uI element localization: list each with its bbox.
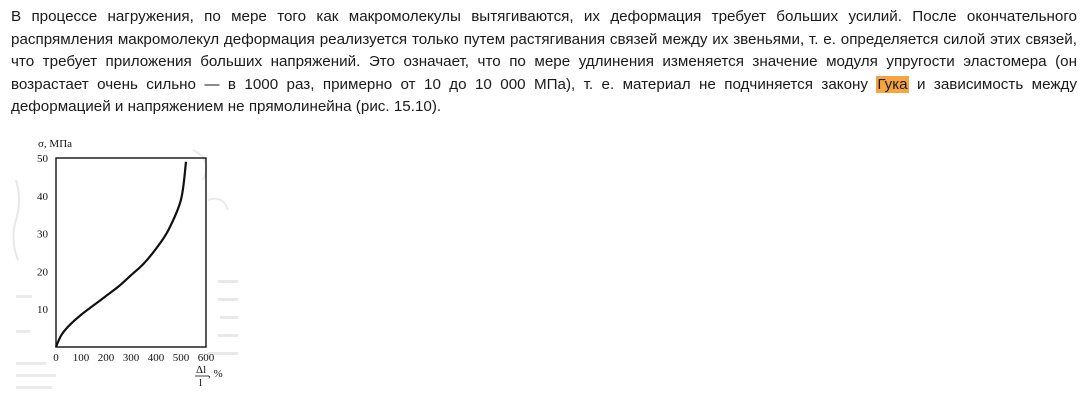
x-axis-label	[195, 364, 223, 389]
x-label-denominator: l	[199, 377, 203, 389]
article-paragraph	[11, 6, 1077, 119]
y-axis-label: σ, МПа	[38, 138, 73, 150]
y-tick-label: 50	[37, 153, 48, 165]
x-label-numerator: Δl	[196, 364, 207, 376]
article-text-before: В процессе нагружения, по мере того как макромолекулы вытягиваются, их деформация требует больших усилий. После окончательного распрямления макромолекул деформация реализуется только путем растягивания связей между их звеньями, т. е. определяется силой этих связей, что требует приложения больших напряжений. Это означает, что по мере удлинения изменяется значение модуля упругости эластомера (он возрастает очень сильно — в 1000 раз, примерно от 10 до 10 000 МПа), т. е. материал не подчиняется закону	[11, 8, 1077, 93]
x-tick-label: 400	[147, 352, 165, 364]
x-label-unit: , %	[208, 368, 223, 380]
y-tick-label: 40	[37, 190, 48, 203]
x-tick-labels	[53, 352, 215, 364]
stress-strain-chart	[8, 130, 240, 395]
y-tick-label: 30	[37, 228, 48, 241]
x-tick-label: 100	[72, 352, 90, 364]
highlighted-term[interactable]: Гука	[877, 75, 908, 93]
x-tick-label: 300	[122, 352, 140, 364]
x-tick-label: 600	[197, 352, 215, 364]
x-tick-label: 500	[172, 352, 190, 364]
stress-strain-figure	[8, 130, 240, 395]
y-tick-labels	[37, 153, 49, 316]
y-tick-label: 10	[37, 304, 48, 317]
article-text-after: и зависимость между деформацией и напряжением не прямолинейна (рис. 15.10).	[11, 75, 1077, 116]
x-tick-label: 0	[53, 352, 59, 364]
stress-strain-curve	[56, 162, 186, 347]
y-tick-label: 20	[37, 266, 48, 279]
x-tick-label: 200	[97, 352, 115, 364]
